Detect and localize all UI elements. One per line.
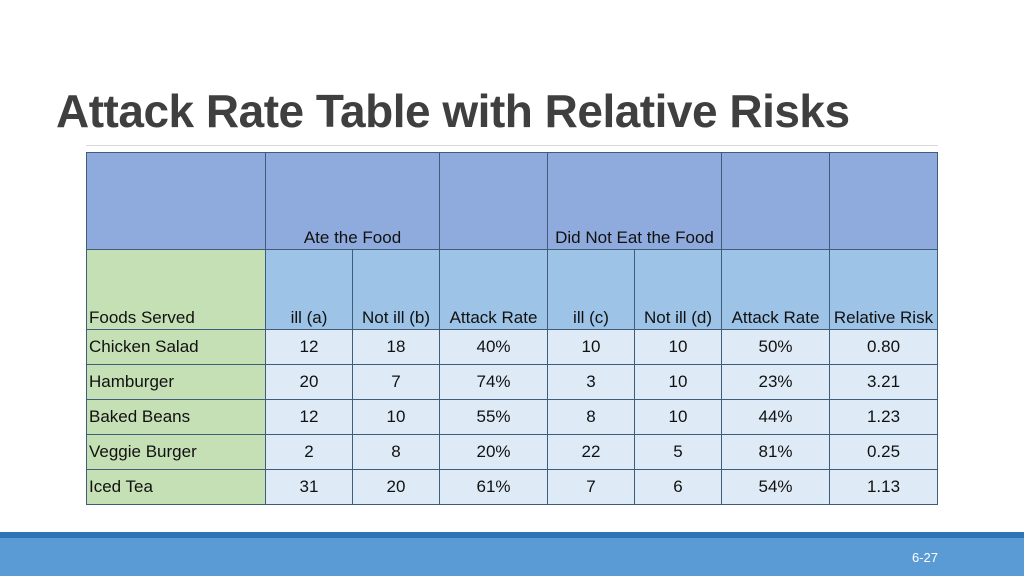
relative-risk-value: 0.25 (830, 435, 938, 470)
table-row (87, 400, 938, 435)
table-row (87, 435, 938, 470)
not-ill-b-value: 7 (353, 365, 440, 400)
ill-c-value: 3 (548, 365, 635, 400)
attack-rate-not-ate-value: 54% (722, 470, 830, 505)
not-ill-d-value: 10 (635, 330, 722, 365)
table-row (87, 470, 938, 505)
column-header-attack-rate-not-ate: Attack Rate (722, 250, 830, 330)
not-ill-d-value: 5 (635, 435, 722, 470)
page-number: 6-27 (912, 550, 939, 565)
attack-rate-ate-value: 74% (440, 365, 548, 400)
column-header-foods-served: Foods Served (87, 250, 266, 330)
ill-a-value: 2 (266, 435, 353, 470)
column-header-not-ill-d: Not ill (d) (635, 250, 722, 330)
food-name: Hamburger (87, 365, 266, 400)
column-header-ill-a: ill (a) (266, 250, 353, 330)
ill-c-value: 10 (548, 330, 635, 365)
ill-a-value: 20 (266, 365, 353, 400)
ill-c-value: 22 (548, 435, 635, 470)
column-header-not-ill-b: Not ill (b) (353, 250, 440, 330)
attack-rate-ate-value: 61% (440, 470, 548, 505)
column-header-attack-rate-ate: Attack Rate (440, 250, 548, 330)
attack-rate-table (86, 152, 938, 505)
column-header-relative-risk: Relative Risk (830, 250, 938, 330)
food-name: Iced Tea (87, 470, 266, 505)
not-ill-d-value: 10 (635, 365, 722, 400)
ill-a-value: 31 (266, 470, 353, 505)
not-ill-b-value: 20 (353, 470, 440, 505)
not-ill-b-value: 10 (353, 400, 440, 435)
not-ill-b-value: 8 (353, 435, 440, 470)
relative-risk-value: 1.13 (830, 470, 938, 505)
group-header-empty-cell (830, 153, 938, 250)
attack-rate-not-ate-value: 44% (722, 400, 830, 435)
footer-bar (0, 538, 1024, 576)
table-row (87, 330, 938, 365)
title-divider (86, 145, 938, 146)
attack-rate-ate-value: 55% (440, 400, 548, 435)
table-row (87, 365, 938, 400)
group-header-row (87, 153, 938, 250)
attack-rate-not-ate-value: 23% (722, 365, 830, 400)
column-header-ill-c: ill (c) (548, 250, 635, 330)
ill-c-value: 8 (548, 400, 635, 435)
attack-rate-ate-value: 20% (440, 435, 548, 470)
ill-a-value: 12 (266, 400, 353, 435)
ill-a-value: 12 (266, 330, 353, 365)
food-name: Chicken Salad (87, 330, 266, 365)
food-name: Veggie Burger (87, 435, 266, 470)
group-header-empty-cell (87, 153, 266, 250)
not-ill-d-value: 6 (635, 470, 722, 505)
not-ill-d-value: 10 (635, 400, 722, 435)
relative-risk-value: 0.80 (830, 330, 938, 365)
food-name: Baked Beans (87, 400, 266, 435)
relative-risk-value: 3.21 (830, 365, 938, 400)
not-ill-b-value: 18 (353, 330, 440, 365)
group-header-ate: Ate the Food (266, 153, 440, 250)
page-title: Attack Rate Table with Relative Risks (56, 85, 850, 137)
relative-risk-value: 1.23 (830, 400, 938, 435)
group-header-did-not-eat: Did Not Eat the Food (548, 153, 722, 250)
ill-c-value: 7 (548, 470, 635, 505)
column-header-row (87, 250, 938, 330)
group-header-empty-cell (440, 153, 548, 250)
attack-rate-not-ate-value: 81% (722, 435, 830, 470)
attack-rate-not-ate-value: 50% (722, 330, 830, 365)
attack-rate-ate-value: 40% (440, 330, 548, 365)
group-header-empty-cell (722, 153, 830, 250)
